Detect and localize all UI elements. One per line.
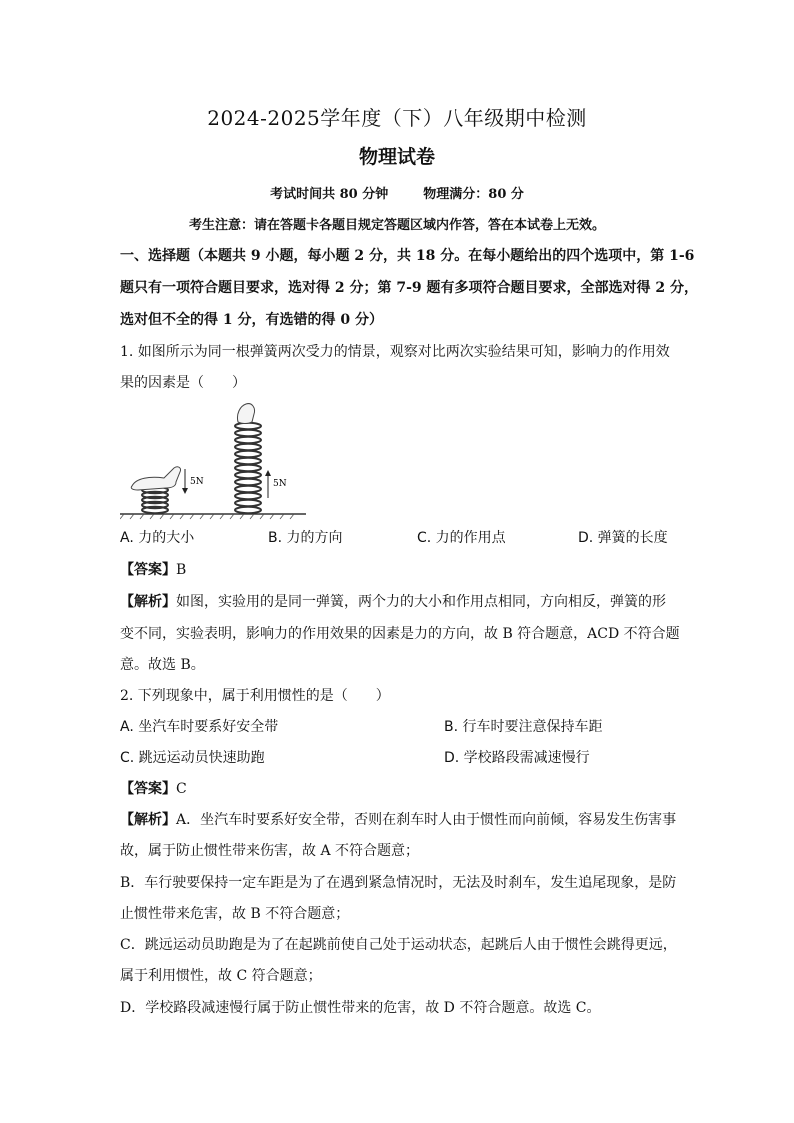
section1-heading-line3: 选对但不全的得 1 分，有选错的得 0 分） [120,312,383,328]
q1-stem-line2: 果的因素是（ ） [120,375,246,391]
q2-analysis-line4: 止惯性带来危害，故 B 不符合题意； [120,906,350,922]
q1-analysis-line3: 意。故选 B。 [120,657,205,673]
q2-analysis-line6: 属于利用惯性，故 C 符合题意； [120,968,322,984]
exam-notice: 考生注意：请在答题卡各题目规定答题区域内作答，答在本试卷上无效。 [188,218,605,233]
exam-time: 考试时间共 80 分钟 [270,187,389,202]
q2-answer-value: C [176,781,187,797]
stretched-spring [235,423,261,513]
q2-stem: 2. 下列现象中，属于利用惯性的是（ ） [120,688,390,704]
q2-analysis-line2: 故，属于防止惯性带来伤害，故 A 不符合题意； [120,843,420,859]
q2-option-c: C. 跳远运动员快速助跑 [120,750,265,766]
q1-answer [120,560,186,580]
q1-option-c: C. 力的作用点 [417,530,506,546]
q2-answer [120,779,187,799]
q2-option-b: B. 行车时要注意保持车距 [444,719,603,735]
q1-analysis-line2: 变不同，实验表明，影响力的作用效果的因素是力的方向，故 B 符合题意，ACD 不符合题 [120,626,680,642]
answer-tag: 【答案】 [120,562,176,578]
page-title: 2024-2025学年度（下）八年级期中检测 [207,106,587,130]
section1-heading-line2: 题只有一项符合题目要求，选对得 2 分；第 7-9 题有多项符合题目要求，全部选对得 2 分， [120,280,699,296]
q2-option-a: A. 坐汽车时要系好安全带 [120,719,279,735]
pulling-hand-icon [237,404,254,424]
q2-analysis-text1: A．坐汽车时要系好安全带，否则在刹车时人由于惯性而向前倾，容易发生伤害事 [176,812,677,828]
q1-stem-line1: 1. 如图所示为同一根弹簧两次受力的情景，观察对比两次实验结果可知，影响力的作用效 [120,344,670,360]
q2-analysis-line1 [120,810,676,830]
analysis-tag: 【解析】 [120,594,176,610]
q2-analysis-line5: C．跳远运动员助跑是为了在起跳前使自己处于运动状态，起跳后人由于惯性会跳得更远， [120,937,677,953]
answer-tag: 【答案】 [120,781,176,797]
q2-analysis-line3: B．车行驶要保持一定车距是为了在遇到紧急情况时，无法及时刹车，发生追尾现象，是防 [120,875,677,891]
q1-answer-value: B [176,562,187,578]
q1-analysis-line1 [120,592,666,612]
page-subtitle: 物理试卷 [358,146,435,168]
q1-option-b: B. 力的方向 [268,530,343,546]
compressed-spring [142,487,168,513]
pressing-hand-icon [131,467,180,490]
q1-analysis-text1: 如图，实验用的是同一弹簧，两个力的大小和作用点相同，方向相反，弹簧的形 [176,594,666,610]
section1-heading-line1: 一、选择题（本题共 9 小题，每小题 2 分，共 18 分。在每小题给出的四个选项中，第 1-6 [120,248,695,264]
exam-score: 物理满分：80 分 [423,187,524,202]
q1-option-a: A. 力的大小 [120,530,195,546]
q2-analysis-line7: D．学校路段减速慢行属于防止惯性带来的危害，故 D 不符合题意。故选 C。 [120,1000,601,1016]
left-force-label: 5N [190,477,204,487]
right-force-label: 5N [273,479,287,489]
q2-option-d: D. 学校路段需减速慢行 [444,750,590,766]
spring-figure [120,402,310,520]
analysis-tag: 【解析】 [120,812,176,828]
exam-info [0,185,794,205]
q1-option-d: D. 弹簧的长度 [578,530,668,546]
